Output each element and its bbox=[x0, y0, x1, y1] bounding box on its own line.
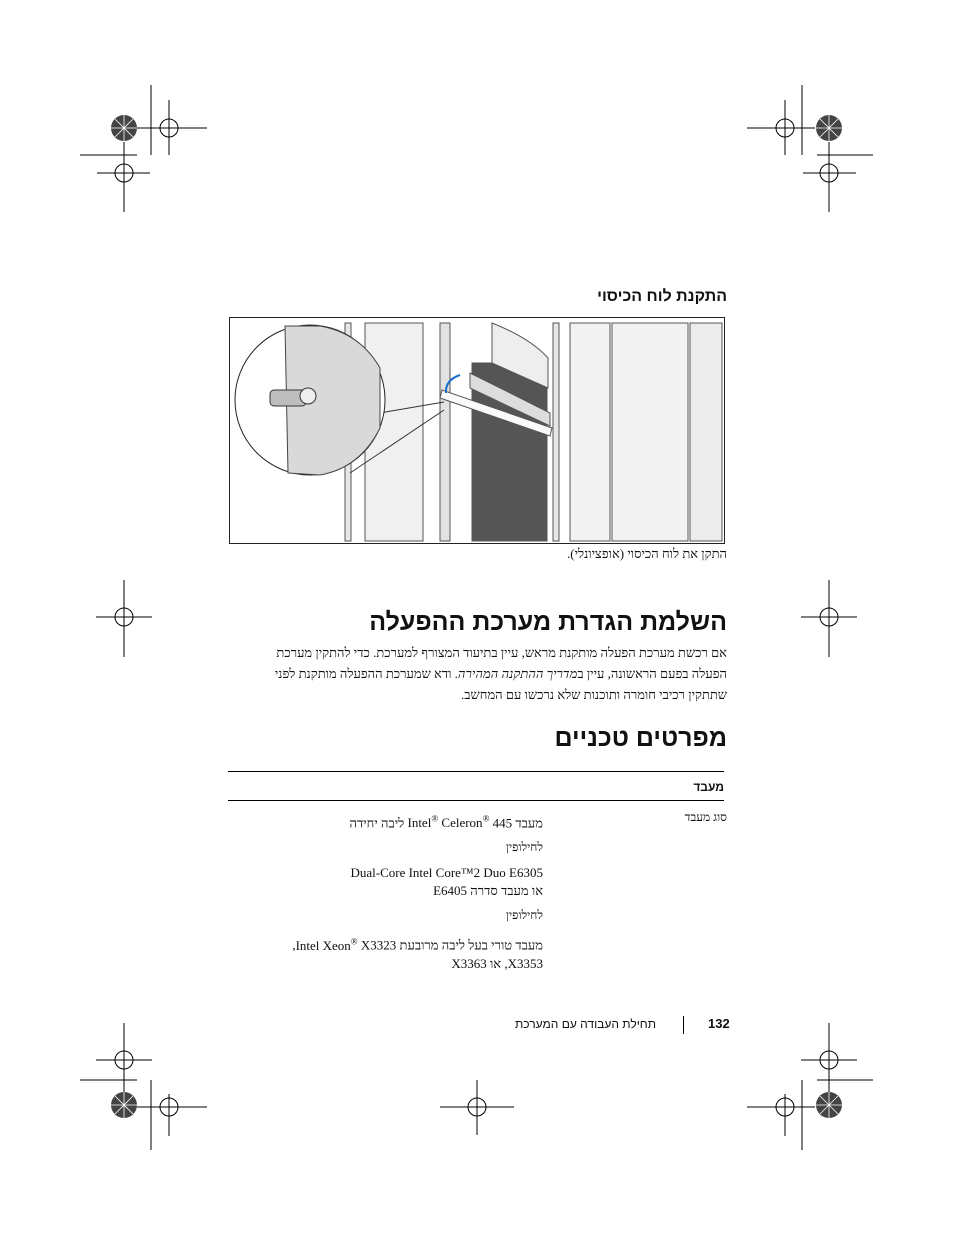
cpu-option-xeon: מעבד טורי בעל ליבה מרובעת X3323 Intel Xeon®, X3353, או X3363 bbox=[292, 936, 543, 971]
os-paragraph-line-2 bbox=[227, 663, 727, 684]
page-number: 132 bbox=[708, 1016, 730, 1031]
tech-specs-heading: מפרטים טכניים bbox=[554, 724, 727, 752]
table-header-processor: מעבד bbox=[693, 780, 724, 794]
section-heading: התקנת לוח הכיסוי bbox=[597, 288, 727, 305]
cpu-option-core2duo: Dual-Core Intel Core™2 Duo E6305 או מעבד סדרה E6405 bbox=[350, 865, 543, 899]
footer-separator bbox=[683, 1016, 684, 1034]
cpu-option-celeron: מעבד 445 Celeron® Intel® ליבה יחידה bbox=[349, 814, 543, 831]
figure-caption: התקן את לוח הכיסוי (אופציונלי). bbox=[567, 546, 727, 561]
table-top-rule bbox=[228, 771, 724, 772]
alternative-label-1: לחילופין bbox=[505, 840, 543, 855]
table-header-rule bbox=[228, 800, 724, 801]
row-label-processor-type: סוג מעבד bbox=[684, 810, 727, 824]
bezel-install-figure bbox=[229, 317, 725, 544]
quick-install-guide-ref: מדריך ההתקנה המהירה bbox=[457, 666, 578, 681]
os-setup-heading: השלמת הגדרת מערכת ההפעלה bbox=[369, 608, 727, 636]
os-para-2-end: . ודא שמערכת ההפעלה מותקנת לפני bbox=[274, 666, 458, 681]
os-para-2-start: הפעלה בפעם הראשונה, עיין ב bbox=[577, 666, 727, 681]
footer-title: תחילת העבודה עם המערכת bbox=[515, 1017, 656, 1031]
os-paragraph-line-1: אם רכשת מערכת הפעלה מותקנת מראש, עיין בתיעוד המצורף למערכת. כדי להתקין מערכת bbox=[276, 645, 727, 660]
os-setup-paragraph bbox=[227, 642, 727, 705]
alternative-label-2: לחילופין bbox=[505, 908, 543, 923]
bezel-illustration bbox=[230, 318, 724, 543]
processor-options bbox=[243, 810, 543, 973]
os-paragraph-line-3: שתתקין רכיבי חומרה ותוכנות שלא נרכשו עם המחשב. bbox=[461, 687, 727, 702]
